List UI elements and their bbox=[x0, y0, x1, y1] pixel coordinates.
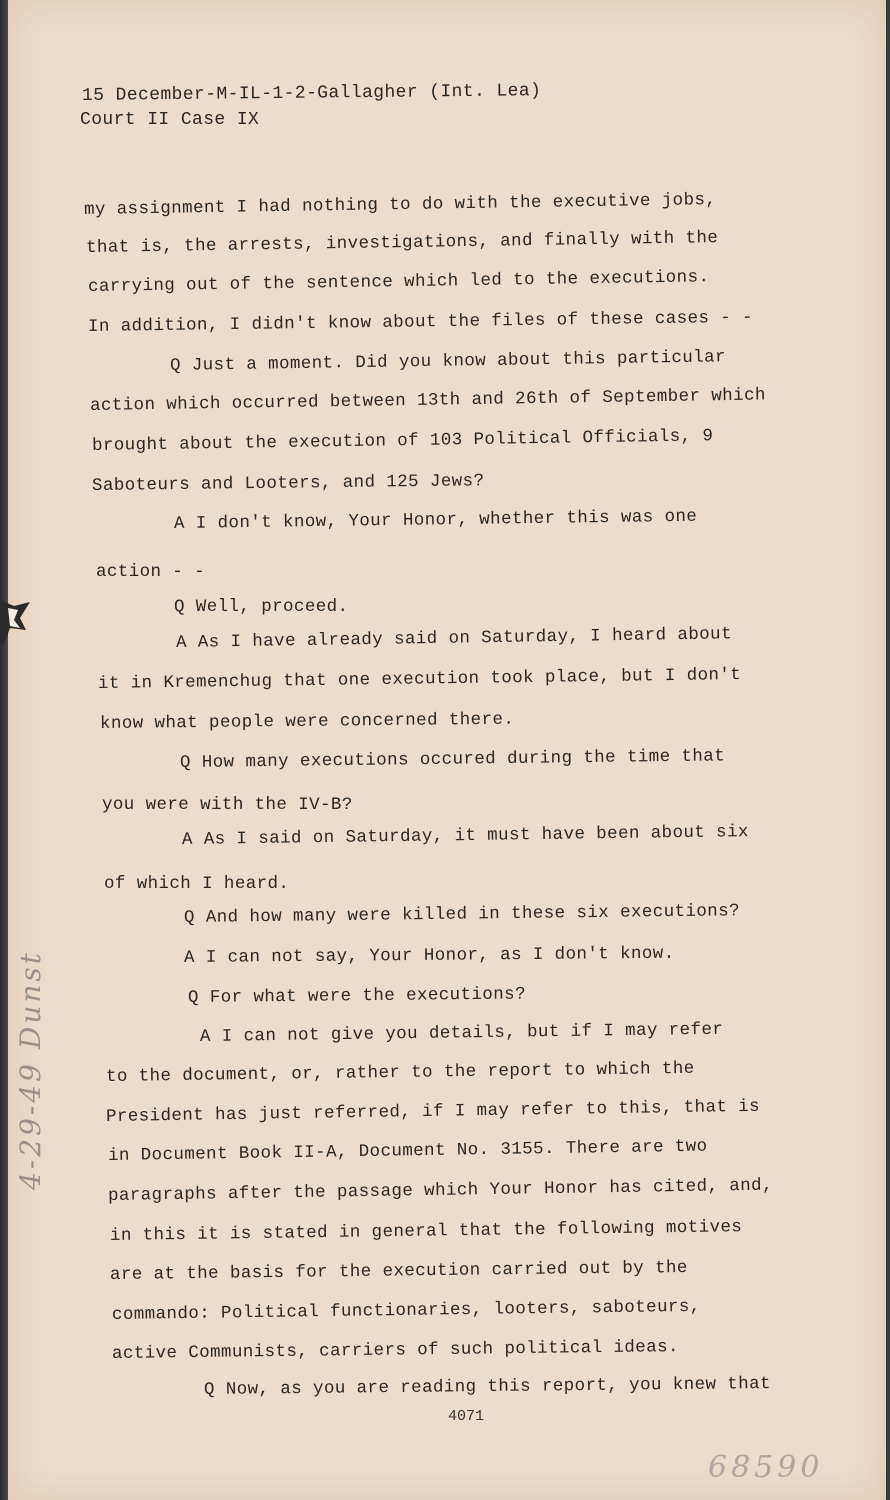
transcript-line: President has just referred, if I may refer to this, that is bbox=[105, 1096, 761, 1127]
transcript-line: Q And how many were killed in these six executions? bbox=[183, 901, 741, 928]
document-page bbox=[8, 0, 886, 1500]
transcript-line: A I don't know, Your Honor, whether this was one bbox=[173, 506, 698, 534]
transcript-line: active Communists, carriers of such political ideas. bbox=[111, 1337, 679, 1364]
header-session-line: 15 December-M-IL-1-2-Gallagher (Int. Lea) bbox=[81, 81, 542, 106]
transcript-line: A I can not say, Your Honor, as I don't know. bbox=[183, 943, 675, 968]
page-number: 4071 bbox=[448, 1408, 485, 1425]
transcript-line: A I can not give you details, but if I may refer bbox=[199, 1019, 724, 1047]
scan-edge bbox=[0, 0, 8, 1500]
transcript-line: that is, the arrests, investigations, and finally with the bbox=[85, 228, 719, 258]
transcript-line: of which I heard. bbox=[104, 874, 290, 894]
transcript-line: In addition, I didn't know about the files of these cases - - bbox=[87, 307, 754, 337]
transcript-line: action which occurred between 13th and 26th of September which bbox=[89, 385, 766, 416]
transcript-line: paragraphs after the passage which Your Honor has cited, and, bbox=[107, 1175, 774, 1206]
transcript-line: in Document Book II-A, Document No. 3155. There are two bbox=[107, 1136, 708, 1166]
transcript-line: carrying out of the sentence which led to the executions. bbox=[87, 267, 710, 297]
handwritten-archive-number: 68590 bbox=[708, 1450, 824, 1485]
transcript-line: commando: Political functionaries, looters, saboteurs, bbox=[111, 1296, 701, 1325]
transcript-line: Q For what were the executions? bbox=[187, 984, 527, 1008]
transcript-line: Q Now, as you are reading this report, you knew that bbox=[203, 1374, 771, 1400]
transcript-line: to the document, or, rather to the report to which the bbox=[105, 1058, 695, 1087]
transcript-line: A As I said on Saturday, it must have been about six bbox=[181, 822, 749, 850]
transcript-line: know what people were concerned there. bbox=[99, 709, 515, 734]
transcript-line: action - - bbox=[96, 562, 206, 582]
transcript-line: Saboteurs and Looters, and 125 Jews? bbox=[91, 471, 485, 496]
transcript-line: are at the basis for the execution carried out by the bbox=[109, 1257, 688, 1285]
transcript-line: in this it is stated in general that the following motives bbox=[109, 1217, 743, 1246]
transcript-line: it in Kremenchug that one execution took place, but I don't bbox=[97, 665, 742, 694]
transcript-line: A As I have already said on Saturday, I heard about bbox=[175, 624, 733, 653]
transcript-line: Q How many executions occured during the time that bbox=[179, 746, 726, 773]
transcript-line: my assignment I had nothing to do with the executive jobs, bbox=[83, 190, 717, 220]
handwritten-margin-note: 4-29-49 Dunst bbox=[14, 949, 47, 1190]
transcript-line: you were with the IV-B? bbox=[102, 795, 353, 815]
torn-paper-edge bbox=[0, 600, 30, 644]
transcript-line: Q Well, proceed. bbox=[174, 597, 349, 617]
transcript-line: Q Just a moment. Did you know about this particular bbox=[169, 347, 727, 376]
header-court-line: Court II Case IX bbox=[80, 110, 260, 130]
transcript-line: brought about the execution of 103 Political Officials, 9 bbox=[91, 426, 714, 456]
